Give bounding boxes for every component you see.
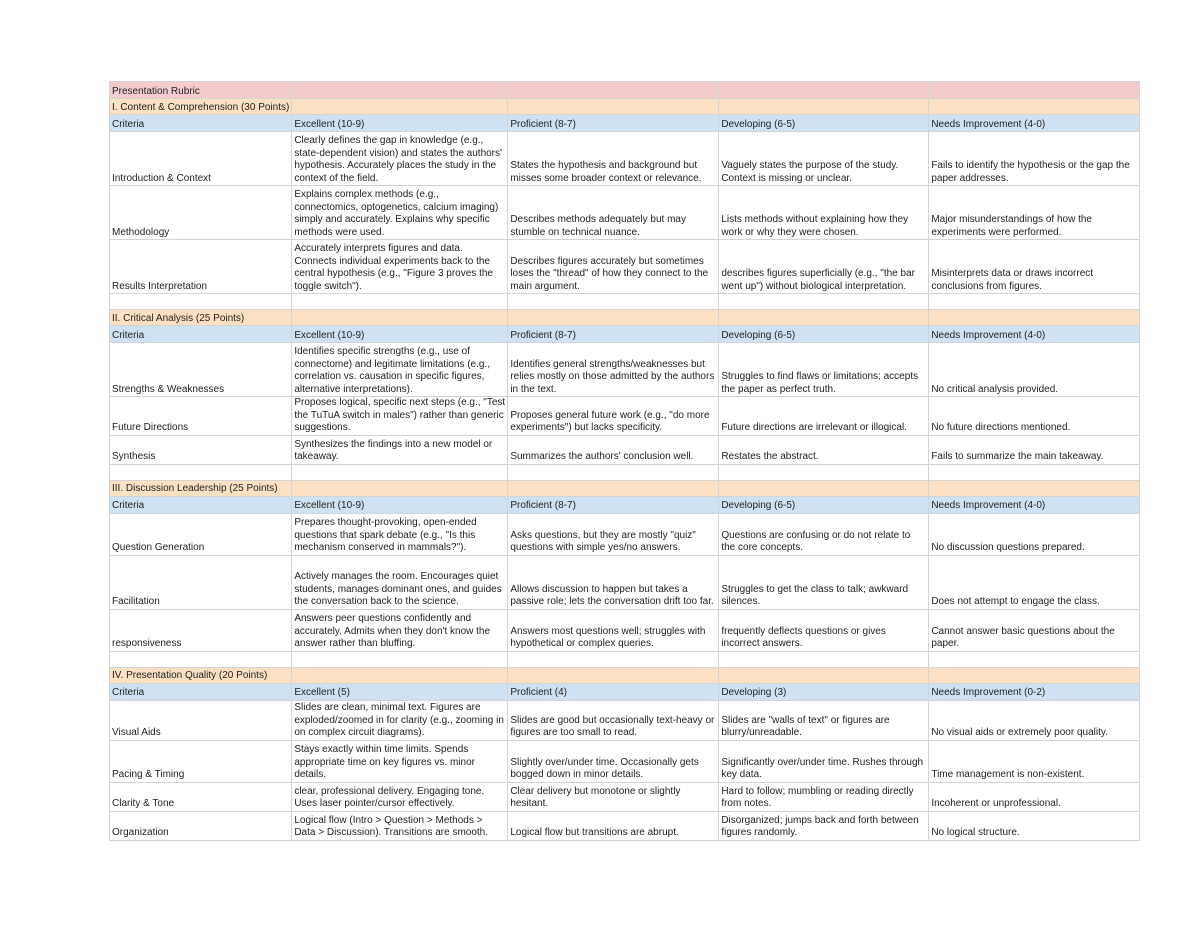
cell-criteria[interactable]: Results Interpretation	[110, 240, 292, 294]
blank-row-empty-cell[interactable]	[292, 464, 508, 480]
blank-row	[110, 294, 1140, 310]
column-header-excellent[interactable]: Excellent (10-9)	[292, 496, 508, 513]
cell-needs-improvement[interactable]: No discussion questions prepared.	[929, 513, 1140, 555]
cell-criteria[interactable]: Question Generation	[110, 513, 292, 555]
cell-developing[interactable]: Restates the abstract.	[719, 435, 929, 464]
cell-developing[interactable]: frequently deflects questions or gives incorrect answers.	[719, 609, 929, 651]
cell-criteria[interactable]: Introduction & Context	[110, 132, 292, 186]
cell-needs-improvement[interactable]: No critical analysis provided.	[929, 343, 1140, 397]
cell-proficient[interactable]: Slides are good but occasionally text-heavy or figures are too small to read.	[508, 700, 719, 740]
cell-proficient[interactable]: States the hypothesis and background but misses some broader context or relevance.	[508, 132, 719, 186]
cell-proficient[interactable]: Answers most questions well; struggles with hypothetical or complex queries.	[508, 609, 719, 651]
blank-row-empty-cell[interactable]	[110, 651, 292, 667]
cell-needs-improvement[interactable]: Misinterprets data or draws incorrect conclusions from figures.	[929, 240, 1140, 294]
cell-needs-improvement[interactable]: Time management is non-existent.	[929, 740, 1140, 782]
cell-criteria[interactable]: Synthesis	[110, 435, 292, 464]
cell-excellent[interactable]: Accurately interprets figures and data. Connects individual experiments back to the central hypothesis (e.g., "Figure 3 proves the toggle switch").	[292, 240, 508, 294]
cell-criteria[interactable]: Future Directions	[110, 397, 292, 436]
section-heading-row-empty-cell[interactable]	[719, 310, 929, 326]
rubric-row	[110, 435, 1140, 464]
section-heading-row-empty-cell[interactable]	[292, 99, 508, 115]
cell-excellent[interactable]: Synthesizes the findings into a new model or takeaway.	[292, 435, 508, 464]
cell-proficient[interactable]: Logical flow but transitions are abrupt.	[508, 811, 719, 840]
rubric-row	[110, 740, 1140, 782]
column-header-developing[interactable]: Developing (6-5)	[719, 496, 929, 513]
section-heading[interactable]: III. Discussion Leadership (25 Points)	[110, 480, 292, 496]
column-header-row	[110, 326, 1140, 343]
cell-excellent[interactable]: Proposes logical, specific next steps (e.g., "Test the TuTuA switch in males") rather than generic suggestions.	[292, 397, 508, 436]
column-header-row	[110, 496, 1140, 513]
cell-needs-improvement[interactable]: Fails to identify the hypothesis or the gap the paper addresses.	[929, 132, 1140, 186]
blank-row	[110, 464, 1140, 480]
section-heading[interactable]: I. Content & Comprehension (30 Points)	[110, 99, 292, 115]
column-header-row	[110, 683, 1140, 700]
rubric-row	[110, 782, 1140, 811]
rubric-row	[110, 343, 1140, 397]
blank-row-empty-cell[interactable]	[508, 294, 719, 310]
cell-criteria[interactable]: Strengths & Weaknesses	[110, 343, 292, 397]
cell-developing[interactable]: Vaguely states the purpose of the study. Context is missing or unclear.	[719, 132, 929, 186]
sheet-title[interactable]: Presentation Rubric	[110, 82, 292, 99]
column-header-criteria[interactable]: Criteria	[110, 115, 292, 132]
column-header-row	[110, 115, 1140, 132]
column-header-excellent[interactable]: Excellent (5)	[292, 683, 508, 700]
section-heading[interactable]: II. Critical Analysis (25 Points)	[110, 310, 292, 326]
rubric-row	[110, 700, 1140, 740]
cell-proficient[interactable]: Describes methods adequately but may stumble on technical nuance.	[508, 186, 719, 240]
column-header-proficient[interactable]: Proficient (4)	[508, 683, 719, 700]
rubric-row	[110, 240, 1140, 294]
blank-row-empty-cell[interactable]	[719, 294, 929, 310]
section-heading-row	[110, 480, 1140, 496]
section-heading[interactable]: IV. Presentation Quality (20 Points)	[110, 667, 292, 683]
cell-criteria[interactable]: responsiveness	[110, 609, 292, 651]
blank-row-empty-cell[interactable]	[508, 464, 719, 480]
rubric-table-body	[110, 82, 1140, 841]
rubric-row	[110, 609, 1140, 651]
rubric-table	[109, 81, 1140, 841]
blank-row-empty-cell[interactable]	[508, 651, 719, 667]
cell-proficient[interactable]: Describes figures accurately but sometimes loses the "thread" of how they connect to the main argument.	[508, 240, 719, 294]
column-header-developing[interactable]: Developing (3)	[719, 683, 929, 700]
blank-row-empty-cell[interactable]	[110, 294, 292, 310]
cell-needs-improvement[interactable]: Cannot answer basic questions about the paper.	[929, 609, 1140, 651]
cell-proficient[interactable]: Slightly over/under time. Occasionally gets bogged down in minor details.	[508, 740, 719, 782]
cell-excellent[interactable]: clear, professional delivery. Engaging tone. Uses laser pointer/cursor effectively.	[292, 782, 508, 811]
blank-row	[110, 651, 1140, 667]
title-row	[110, 82, 1140, 99]
cell-criteria[interactable]: Visual Aids	[110, 700, 292, 740]
cell-criteria[interactable]: Facilitation	[110, 555, 292, 609]
cell-developing[interactable]: Significantly over/under time. Rushes through key data.	[719, 740, 929, 782]
column-header-criteria[interactable]: Criteria	[110, 496, 292, 513]
cell-needs-improvement[interactable]: Incoherent or unprofessional.	[929, 782, 1140, 811]
column-header-criteria[interactable]: Criteria	[110, 326, 292, 343]
blank-row-empty-cell[interactable]	[929, 651, 1140, 667]
blank-row-empty-cell[interactable]	[719, 651, 929, 667]
blank-row-empty-cell[interactable]	[292, 651, 508, 667]
cell-needs-improvement[interactable]: No logical structure.	[929, 811, 1140, 840]
section-heading-row-empty-cell[interactable]	[292, 310, 508, 326]
cell-proficient[interactable]: Summarizes the authors' conclusion well.	[508, 435, 719, 464]
rubric-row	[110, 513, 1140, 555]
cell-developing[interactable]: Lists methods without explaining how they work or why they were chosen.	[719, 186, 929, 240]
section-heading-row-empty-cell[interactable]	[929, 667, 1140, 683]
cell-proficient[interactable]: Proposes general future work (e.g., "do more experiments") but lacks specificity.	[508, 397, 719, 436]
section-heading-row-empty-cell[interactable]	[719, 667, 929, 683]
cell-developing[interactable]: Struggles to find flaws or limitations; accepts the paper as perfect truth.	[719, 343, 929, 397]
section-heading-row-empty-cell[interactable]	[719, 99, 929, 115]
cell-excellent[interactable]: Stays exactly within time limits. Spends appropriate time on key figures vs. minor details.	[292, 740, 508, 782]
blank-row-empty-cell[interactable]	[929, 464, 1140, 480]
blank-row-empty-cell[interactable]	[292, 294, 508, 310]
cell-developing[interactable]: Disorganized; jumps back and forth between figures randomly.	[719, 811, 929, 840]
title-row-empty-cell[interactable]	[292, 82, 508, 99]
section-heading-row-empty-cell[interactable]	[929, 99, 1140, 115]
title-row-empty-cell[interactable]	[508, 82, 719, 99]
cell-proficient[interactable]: Asks questions, but they are mostly "quiz" questions with simple yes/no answers.	[508, 513, 719, 555]
cell-needs-improvement[interactable]: Fails to summarize the main takeaway.	[929, 435, 1140, 464]
blank-row-empty-cell[interactable]	[929, 294, 1140, 310]
title-row-empty-cell[interactable]	[929, 82, 1140, 99]
section-heading-row-empty-cell[interactable]	[508, 667, 719, 683]
cell-excellent[interactable]: Explains complex methods (e.g., connectomics, optogenetics, calcium imaging) simply and accurately. Explains why specific methods were used.	[292, 186, 508, 240]
cell-excellent[interactable]: Logical flow (Intro > Question > Methods > Data > Discussion). Transitions are smooth.	[292, 811, 508, 840]
blank-row-empty-cell[interactable]	[719, 464, 929, 480]
section-heading-row	[110, 667, 1140, 683]
cell-developing[interactable]: Slides are "walls of text" or figures are blurry/unreadable.	[719, 700, 929, 740]
cell-excellent[interactable]: Slides are clean, minimal text. Figures are exploded/zoomed in for clarity (e.g., zooming in on complex circuit diagrams).	[292, 700, 508, 740]
cell-excellent[interactable]: Prepares thought-provoking, open-ended questions that spark debate (e.g., "Is this mechanism conserved in mammals?").	[292, 513, 508, 555]
rubric-row	[110, 186, 1140, 240]
cell-excellent[interactable]: Identifies specific strengths (e.g., use of connectome) and legitimate limitations (e.g., correlation vs. causation in specific figures, alternative interpretations).	[292, 343, 508, 397]
cell-criteria[interactable]: Pacing & Timing	[110, 740, 292, 782]
column-header-proficient[interactable]: Proficient (8-7)	[508, 326, 719, 343]
blank-row-empty-cell[interactable]	[110, 464, 292, 480]
cell-proficient[interactable]: Clear delivery but monotone or slightly hesitant.	[508, 782, 719, 811]
cell-excellent[interactable]: Clearly defines the gap in knowledge (e.g., state-dependent vision) and states the authors' hypothesis. Accurately places the study in the context of the field.	[292, 132, 508, 186]
column-header-needs-improvement[interactable]: Needs Improvement (4-0)	[929, 115, 1140, 132]
column-header-needs-improvement[interactable]: Needs Improvement (0-2)	[929, 683, 1140, 700]
section-heading-row-empty-cell[interactable]	[508, 480, 719, 496]
section-heading-row-empty-cell[interactable]	[719, 480, 929, 496]
cell-excellent[interactable]: Actively manages the room. Encourages quiet students, manages dominant ones, and guides the conversation back to the science.	[292, 555, 508, 609]
cell-criteria[interactable]: Organization	[110, 811, 292, 840]
section-heading-row-empty-cell[interactable]	[292, 480, 508, 496]
column-header-excellent[interactable]: Excellent (10-9)	[292, 115, 508, 132]
column-header-needs-improvement[interactable]: Needs Improvement (4-0)	[929, 326, 1140, 343]
rubric-row	[110, 397, 1140, 436]
column-header-developing[interactable]: Developing (6-5)	[719, 326, 929, 343]
cell-needs-improvement[interactable]: No visual aids or extremely poor quality.	[929, 700, 1140, 740]
cell-needs-improvement[interactable]: Major misunderstandings of how the experiments were performed.	[929, 186, 1140, 240]
cell-developing[interactable]: describes figures superficially (e.g., "the bar went up") without biological interpretation.	[719, 240, 929, 294]
column-header-criteria[interactable]: Criteria	[110, 683, 292, 700]
cell-needs-improvement[interactable]: Does not attempt to engage the class.	[929, 555, 1140, 609]
cell-developing[interactable]: Future directions are irrelevant or illogical.	[719, 397, 929, 436]
cell-developing[interactable]: Struggles to get the class to talk; awkward silences.	[719, 555, 929, 609]
cell-criteria[interactable]: Methodology	[110, 186, 292, 240]
cell-proficient[interactable]: Allows discussion to happen but takes a passive role; lets the conversation drift too far.	[508, 555, 719, 609]
section-heading-row	[110, 99, 1140, 115]
cell-proficient[interactable]: Identifies general strengths/weaknesses but relies mostly on those admitted by the authors in the text.	[508, 343, 719, 397]
rubric-row	[110, 555, 1140, 609]
cell-developing[interactable]: Hard to follow; mumbling or reading directly from notes.	[719, 782, 929, 811]
column-header-proficient[interactable]: Proficient (8-7)	[508, 496, 719, 513]
cell-developing[interactable]: Questions are confusing or do not relate to the core concepts.	[719, 513, 929, 555]
column-header-excellent[interactable]: Excellent (10-9)	[292, 326, 508, 343]
section-heading-row-empty-cell[interactable]	[929, 310, 1140, 326]
section-heading-row-empty-cell[interactable]	[508, 99, 719, 115]
cell-excellent[interactable]: Answers peer questions confidently and accurately. Admits when they don't know the answer rather than bluffing.	[292, 609, 508, 651]
column-header-proficient[interactable]: Proficient (8-7)	[508, 115, 719, 132]
rubric-row	[110, 811, 1140, 840]
column-header-developing[interactable]: Developing (6-5)	[719, 115, 929, 132]
cell-criteria[interactable]: Clarity & Tone	[110, 782, 292, 811]
section-heading-row	[110, 310, 1140, 326]
section-heading-row-empty-cell[interactable]	[292, 667, 508, 683]
title-row-empty-cell[interactable]	[719, 82, 929, 99]
column-header-needs-improvement[interactable]: Needs Improvement (4-0)	[929, 496, 1140, 513]
rubric-row	[110, 132, 1140, 186]
cell-needs-improvement[interactable]: No future directions mentioned.	[929, 397, 1140, 436]
section-heading-row-empty-cell[interactable]	[508, 310, 719, 326]
section-heading-row-empty-cell[interactable]	[929, 480, 1140, 496]
